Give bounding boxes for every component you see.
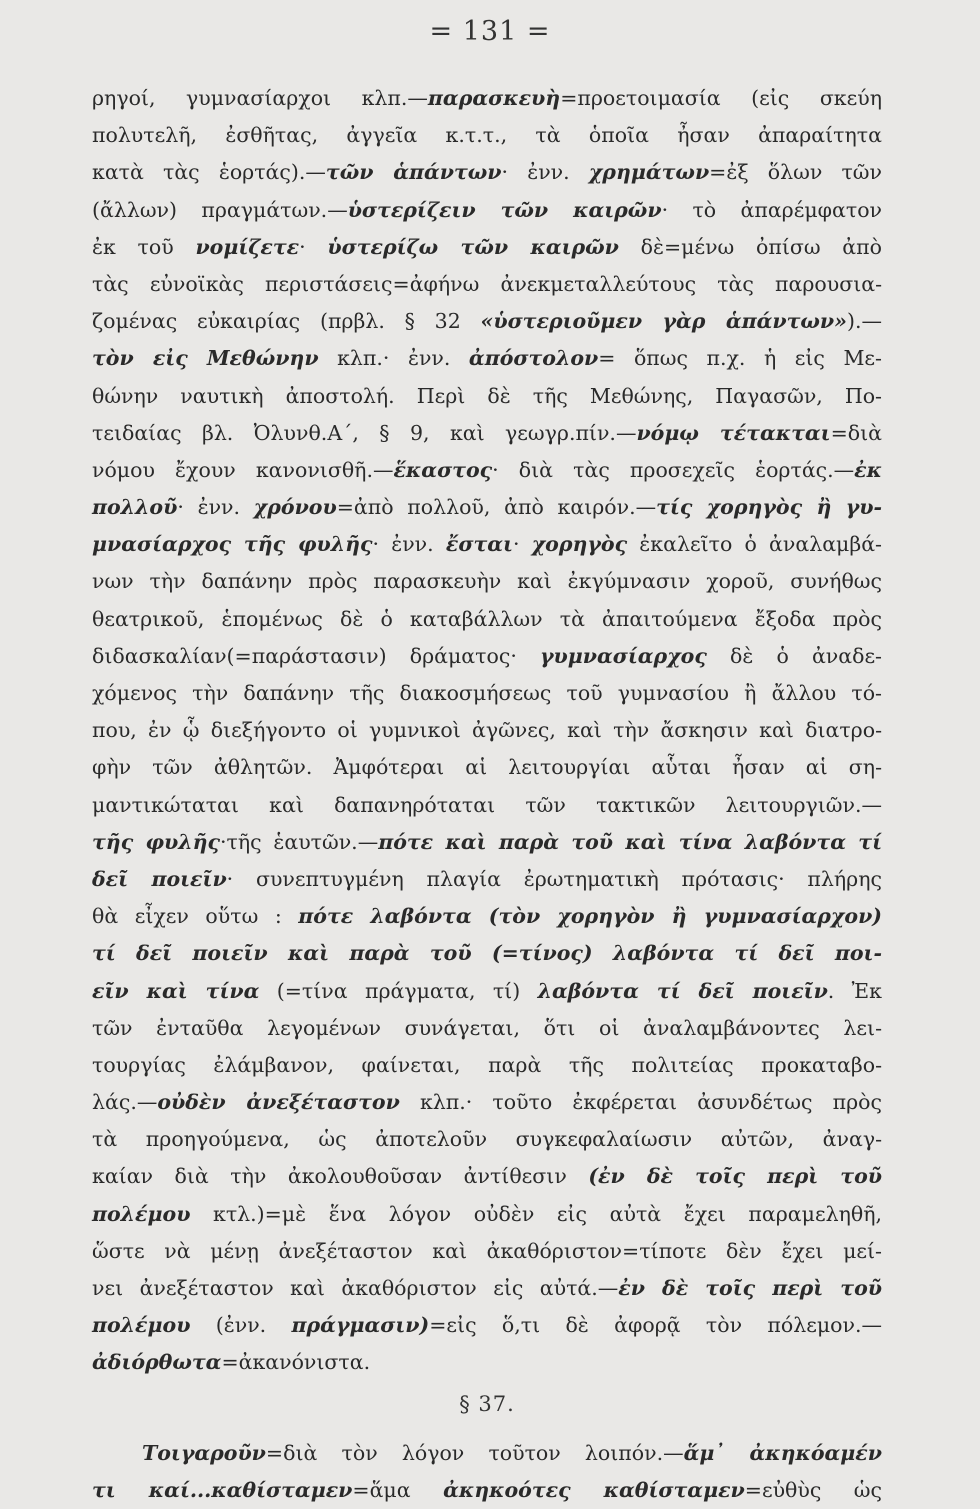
emphasized-term: τῆς φυλῆς <box>92 829 221 854</box>
emphasized-term: πότε λαβόντα (τὸν χορηγὸν ἢ γυμνασίαρχον) <box>298 904 882 929</box>
text-line <box>92 1010 882 1047</box>
text-run: φὴν τῶν ἀθλητῶν. Ἀμφότεραι αἱ λειτουργίαι αὗται ἦσαν αἱ ση- <box>92 755 882 780</box>
text-line <box>92 712 882 749</box>
emphasized-term: παρασκευὴ <box>427 86 561 110</box>
emphasized-term: πολέμου <box>92 1201 191 1226</box>
emphasized-term: τὸν εἰς Μεθώνην <box>92 346 319 371</box>
text-line <box>92 229 882 266</box>
text-run: θὰ εἶχεν οὕτω : <box>92 904 299 929</box>
text-run: ἐκ τοῦ <box>92 234 196 259</box>
text-run: · ἐνν. <box>501 160 589 185</box>
page-number: = 131 = <box>429 16 551 47</box>
text-line <box>92 1435 882 1472</box>
text-run: κλπ.· τοῦτο ἐκφέρεται ἀσυνδέτως πρὸς <box>399 1090 882 1115</box>
text-run: ).— <box>846 309 882 334</box>
text-line <box>92 563 882 600</box>
text-line <box>92 1344 882 1381</box>
text-line <box>92 526 882 563</box>
emphasized-term: δεῖ ποιεῖν <box>92 866 227 891</box>
text-run: θεατρικοῦ, ἑπομένως δὲ ὁ καταβάλλων τὰ ἀπαιτούμενα ἔξοδα πρὸς <box>92 606 882 631</box>
emphasized-term: χρημάτων <box>588 160 710 185</box>
emphasized-term: πολλοῦ <box>92 495 178 520</box>
commentary-block-after-section <box>92 1435 882 1509</box>
emphasized-term: τῶν ἁπάντων <box>325 160 502 185</box>
emphasized-term: πράγμασιν) <box>291 1313 430 1338</box>
emphasized-term: ἀδιόρθωτα <box>92 1350 222 1375</box>
text-run: λάς.— <box>92 1090 158 1115</box>
text-run: που, ἐν ᾧ διεξήγοντο οἱ γυμνικοὶ ἀγῶνες, καὶ τὴν ἄσκησιν καὶ διατρο- <box>92 718 882 743</box>
emphasized-term: λαβόντα τί δεῖ ποιεῖν <box>537 978 828 1003</box>
text-line <box>92 638 882 675</box>
text-run: ·τῆς ἑαυτῶν.— <box>220 829 379 854</box>
text-line <box>92 154 882 191</box>
text-run: · συνεπτυγμένη πλαγία ἐρωτηματικὴ πρότασις· πλήρης <box>226 866 882 891</box>
text-run: · τὸ ἀπαρέμφατον <box>661 197 882 222</box>
emphasized-term: τι καί...καθίσταμεν <box>92 1477 353 1502</box>
text-line <box>92 1270 882 1307</box>
text-line <box>92 192 882 229</box>
text-line <box>92 1047 882 1084</box>
emphasized-term: γυμνασίαρχος <box>539 643 707 668</box>
text-run: τὰς εὐνοϊκὰς περιστάσεις=ἀφήνω ἀνεκμεταλλεύτους τὰς παρουσια- <box>92 271 882 296</box>
text-run: =προετοιμασία (εἰς σκεύη <box>560 86 882 110</box>
emphasized-term: ἐν δὲ τοῖς περὶ τοῦ <box>618 1276 882 1300</box>
text-run: νει ἀνεξέταστον καὶ ἀκαθόριστον εἰς αὐτά.— <box>92 1276 619 1300</box>
emphasized-term: χορηγὸς <box>531 532 628 557</box>
text-line <box>92 675 882 712</box>
emphasized-term: τίς χορηγὸς ἢ γυ- <box>656 495 882 520</box>
emphasized-term: Τοιγαροῦν <box>142 1440 266 1465</box>
text-run: χόμενος τὴν δαπάνην τῆς διακοσμήσεως τοῦ γυμνασίου ἢ ἄλλου τό- <box>92 681 882 705</box>
text-run: =διὰ <box>830 420 882 445</box>
text-run: (=τίνα πράγματα, τί) <box>259 978 538 1003</box>
text-run: δὲ ὁ ἀναδε- <box>706 643 882 668</box>
text-run: ὥστε νὰ μένῃ ἀνεξέταστον καὶ ἀκαθόριστον=τίποτε δὲν ἔχει μεί- <box>92 1238 882 1263</box>
text-run: τὰ προηγούμενα, ὡς ἀποτελοῦν συγκεφαλαίωσιν αὐτῶν, ἀναγ- <box>92 1127 882 1152</box>
text-run: νόμου ἔχουν κανονισθῆ.— <box>92 457 394 482</box>
text-run: · διὰ τὰς προσεχεῖς ἑορτάς.— <box>492 457 855 482</box>
text-run: καίαν διὰ τὴν ἀκολουθοῦσαν ἀντίθεσιν <box>92 1164 589 1189</box>
text-line <box>92 1472 882 1509</box>
emphasized-term: μνασίαρχος τῆς φυλῆς <box>92 532 373 557</box>
text-line <box>92 452 882 489</box>
text-run: =ἀπὸ πολλοῦ, ἀπὸ καιρόν.— <box>336 495 657 520</box>
text-run: =εἰς ὅ,τι δὲ ἀφορᾷ τὸν πόλεμον.— <box>429 1313 882 1338</box>
text-line <box>92 1084 882 1121</box>
text-run: τῶν ἐνταῦθα λεγομένων συνάγεται, ὅτι οἱ ἀναλαμβάνοντες λει- <box>92 1015 882 1040</box>
text-run: θώνην ναυτικὴ ἀποστολή. Περὶ δὲ τῆς Μεθώνης, Παγασῶν, Πο- <box>92 383 882 408</box>
text-run: (ἄλλων) πραγμάτων.— <box>92 197 348 222</box>
text-line <box>92 935 882 972</box>
emphasized-term: ἀπόστολον <box>468 346 599 371</box>
text-run: νων τὴν δαπάνην πρὸς παρασκευὴν καὶ ἐκγύμνασιν χοροῦ, συνήθως <box>92 569 882 594</box>
text-line <box>92 415 882 452</box>
text-run: διδασκαλίαν(=παράστασιν) δράματος· <box>92 643 540 668</box>
text-run: κλπ.· ἐνν. <box>318 346 469 371</box>
text-run: ζομένας εὐκαιρίας (πρβλ. § 32 <box>92 309 481 334</box>
text-run: =εὐθὺς ὡς <box>744 1477 882 1502</box>
text-run: · ἐνν. <box>372 532 446 557</box>
text-run: ἐκαλεῖτο ὁ ἀναλαμβά- <box>627 532 882 557</box>
text-run: (ἐνν. <box>190 1313 292 1338</box>
text-line <box>92 787 882 824</box>
emphasized-term: (ἐν δὲ τοῖς περὶ τοῦ <box>588 1164 882 1189</box>
text-run: =ἅμα <box>352 1477 444 1502</box>
emphasized-term: ἔσται <box>445 532 513 557</box>
commentary-block <box>92 80 882 1382</box>
emphasized-term: χρόνου <box>253 495 337 520</box>
emphasized-term: πότε καὶ παρὰ τοῦ καὶ τίνα λαβόντα τί <box>378 829 883 854</box>
text-line <box>92 1233 882 1270</box>
emphasized-term: «ὑστεριοῦμεν γὰρ ἁπάντων» <box>480 309 847 334</box>
text-line <box>92 898 882 935</box>
text-line <box>92 266 882 303</box>
text-run: · ἐνν. <box>177 495 254 520</box>
text-run: κτλ.)=μὲ ἕνα λόγον οὐδὲν εἰς αὐτὰ ἔχει παραμεληθῆ, <box>190 1201 882 1226</box>
text-run: κατὰ τὰς ἑορτάς).— <box>92 160 326 185</box>
text-run: τουργίας ἐλάμβανον, φαίνεται, παρὰ τῆς πολιτείας προκαταβο- <box>92 1052 882 1077</box>
text-line <box>92 303 882 340</box>
emphasized-term: ὑστερίζω τῶν καιρῶν <box>327 234 619 259</box>
emphasized-term: εῖν καὶ τίνα <box>92 978 260 1003</box>
text-run: =ἐξ ὅλων τῶν <box>709 160 882 185</box>
section-heading: § 37. <box>459 1391 515 1416</box>
text-line <box>92 1196 882 1233</box>
text-line <box>92 1307 882 1344</box>
text-line <box>92 117 882 154</box>
text-run: μαντικώταται καὶ δαπανηρόταται τῶν τακτικῶν λειτουργιῶν.— <box>92 792 882 817</box>
text-run: =ἀκανόνιστα. <box>221 1350 371 1375</box>
text-run: δὲ=μένω ὀπίσω ἀπὸ <box>618 234 882 259</box>
text-run: = ὅπως π.χ. ἡ εἰς Με- <box>598 346 882 371</box>
text-run: πολυτελῆ, ἐσθῆτας, ἀγγεῖα κ.τ.τ., τὰ ὁποῖα ἦσαν ἀπαραίτητα <box>92 123 882 148</box>
emphasized-term: πολέμου <box>92 1313 191 1338</box>
text-line <box>92 340 882 377</box>
emphasized-term: τί δεῖ ποιεῖν καὶ παρὰ τοῦ (=τίνος) λαβόντα τί δεῖ ποι- <box>92 941 882 966</box>
text-line <box>92 824 882 861</box>
text-run: · <box>299 234 328 259</box>
emphasized-term: ὑστερίζειν τῶν καιρῶν <box>347 197 662 222</box>
text-line <box>92 80 882 117</box>
emphasized-term: νόμῳ τέτακται <box>636 420 831 445</box>
emphasized-term: νομίζετε <box>195 234 300 259</box>
text-line <box>92 1121 882 1158</box>
text-run: ρηγοί, γυμνασίαρχοι κλπ.— <box>92 86 428 110</box>
text-line <box>92 601 882 638</box>
emphasized-term: ἕκαστος <box>393 457 493 482</box>
emphasized-term: ἐκ <box>854 457 882 482</box>
text-run: . Ἐκ <box>827 978 882 1003</box>
text-run: =διὰ τὸν λόγον τοῦτον λοιπόν.— <box>265 1440 684 1465</box>
emphasized-term: ἅμ᾽ ἀκηκόαμέν <box>683 1440 882 1465</box>
text-line <box>92 489 882 526</box>
text-line <box>92 1158 882 1195</box>
text-line <box>92 861 882 898</box>
emphasized-term: οὐδὲν ἀνεξέταστον <box>157 1090 400 1115</box>
text-run: τειδαίας βλ. Ὀλυνθ.Α΄, § 9, καὶ γεωγρ.πίν.— <box>92 420 637 445</box>
text-line <box>92 378 882 415</box>
text-line <box>92 973 882 1010</box>
emphasized-term: ἀκηκοότες καθίσταμεν <box>443 1477 745 1502</box>
body-text <box>92 80 882 1509</box>
text-run: · <box>512 532 532 557</box>
text-line <box>92 749 882 786</box>
